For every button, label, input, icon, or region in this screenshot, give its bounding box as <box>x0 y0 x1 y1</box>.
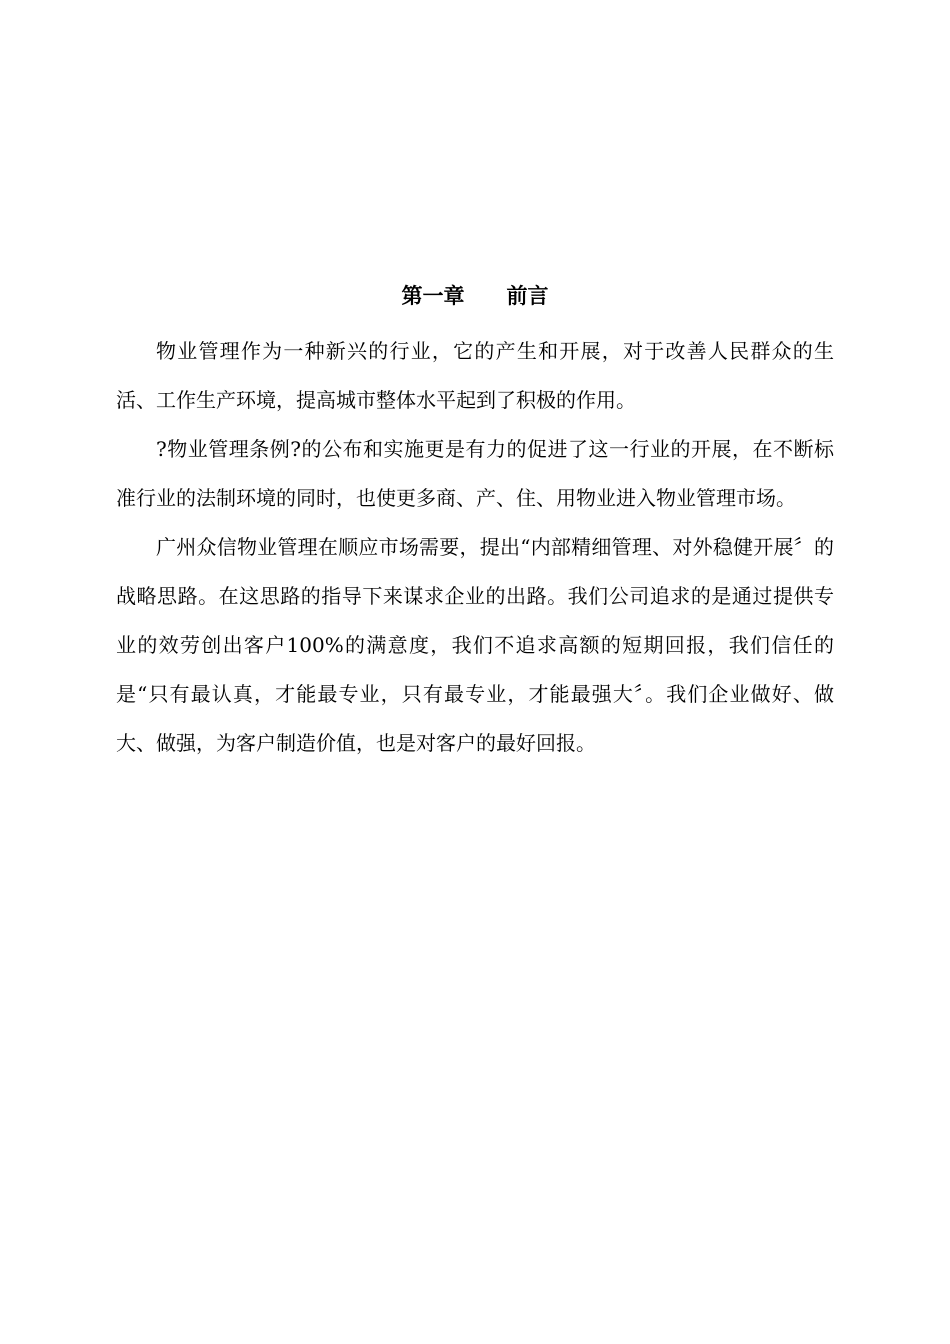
paragraph-intro: 物业管理作为一种新兴的行业，它的产生和开展，对于改善人民群众的生活、工作生产环境，提高城市整体水平起到了积极的作用。 <box>116 339 834 412</box>
document-page <box>116 278 834 768</box>
chapter-title: 第一章 前言 <box>401 283 549 308</box>
paragraph-regulation: ?物业管理条例?的公布和实施更是有力的促进了这一行业的开展，在不断标准行业的法制环境的同时，也使更多商、产、住、用物业进入物业管理市场。 <box>116 437 834 510</box>
paragraph-company-strategy: 广州众信物业管理在顺应市场需要，提出“内部精细管理、对外稳健开展〞的战略思路。在这思路的指导下来谋求企业的出路。我们公司追求的是通过提供专业的效劳创出客户100%的满意度，我们不追求高额的短期回报，我们信任的是“只有最认真，才能最专业，只有最专业，才能最强大〞。我们企业做好、做大、做强，为客户制造价值，也是对客户的最好回报。 <box>116 535 834 755</box>
